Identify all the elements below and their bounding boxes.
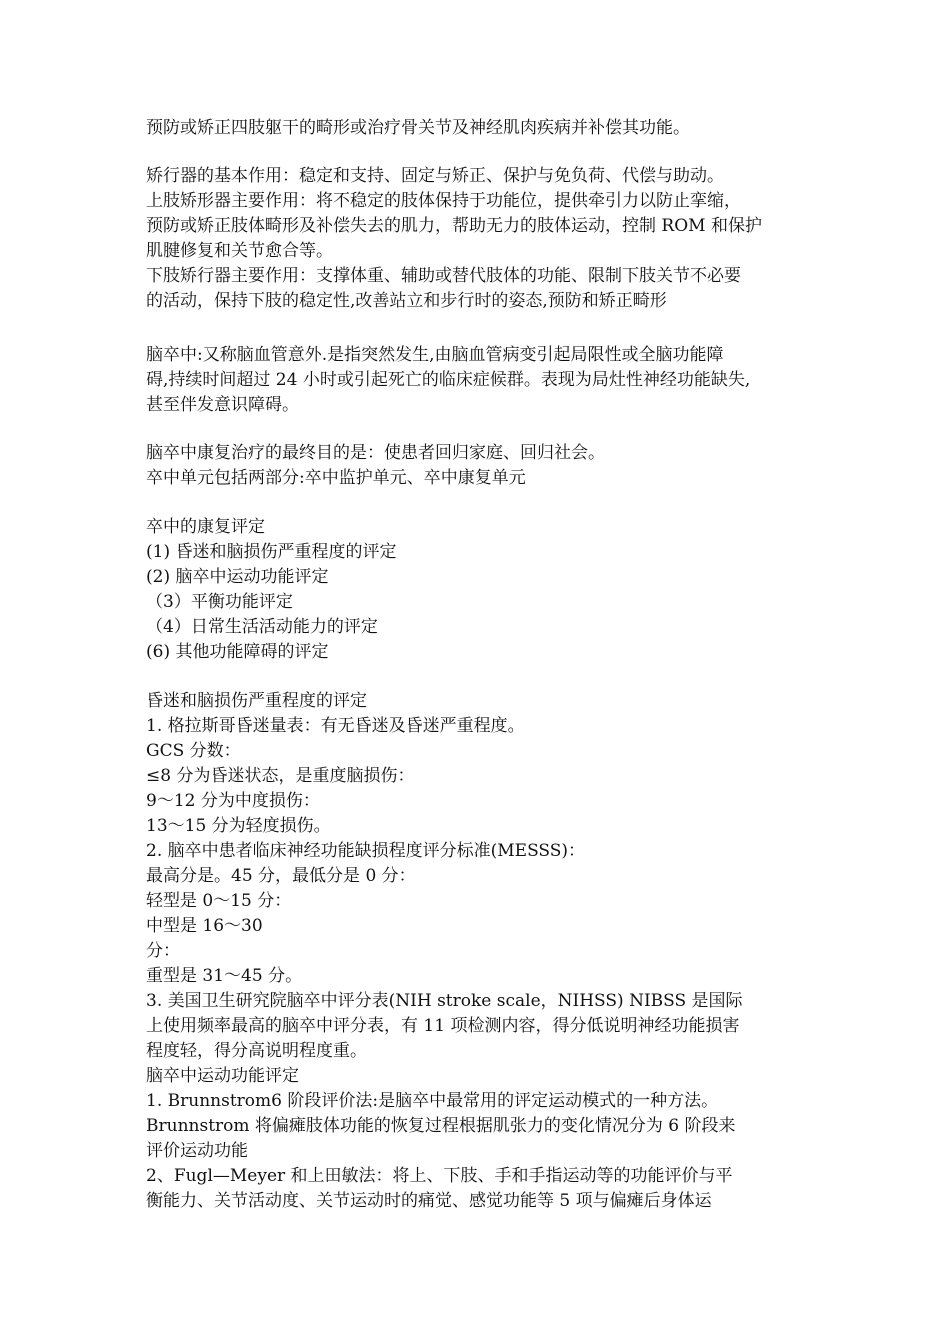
- text-line: Brunnstrom 将偏瘫肢体功能的恢复过程根据肌张力的变化情况分为 6 阶段来: [146, 1116, 736, 1136]
- section-heading: 脑卒中运动功能评定: [146, 1066, 299, 1086]
- section-heading: 昏迷和脑损伤严重程度的评定: [146, 691, 367, 711]
- text-line: 碍,持续时间超过 24 小时或引起死亡的临床症候群。表现为局灶性神经功能缺失,: [146, 370, 751, 390]
- text-line: 13～15 分为轻度损伤。: [146, 816, 331, 836]
- text-line: 预防或矫正肢体畸形及补偿失去的肌力，帮助无力的肢体运动，控制 ROM 和保护: [146, 216, 762, 236]
- text-line: 9～12 分为中度损伤：: [146, 791, 320, 811]
- text-line: 1. 格拉斯哥昏迷量表：有无昏迷及昏迷严重程度。: [146, 716, 525, 736]
- text-line: 上肢矫形器主要作用：将不稳定的肢体保持于功能位，提供牵引力以防止挛缩，: [146, 191, 741, 211]
- text-line: 程度轻，得分高说明程度重。: [146, 1041, 367, 1061]
- text-line: 2、Fugl—Meyer 和上田敏法：将上、下肢、手和手指运动等的功能评价与平: [146, 1166, 733, 1186]
- list-item: (2) 脑卒中运动功能评定: [146, 567, 329, 587]
- text-line: 轻型是 0～15 分：: [146, 891, 292, 911]
- text-line: 的活动，保持下肢的稳定性,改善站立和步行时的姿态,预防和矫正畸形: [146, 291, 667, 311]
- text-line: 2. 脑卒中患者临床神经功能缺损程度评分标准(MESSS)：: [146, 841, 586, 861]
- text-line: 衡能力、关节活动度、关节运动时的痛觉、感觉功能等 5 项与偏瘫后身体运: [146, 1191, 712, 1211]
- text-line: 最高分是。45 分，最低分是 0 分：: [146, 866, 416, 886]
- text-line: 分：: [146, 941, 180, 961]
- text-line: 甚至伴发意识障碍。: [146, 395, 299, 415]
- text-line: GCS 分数：: [146, 741, 241, 761]
- list-item: (1) 昏迷和脑损伤严重程度的评定: [146, 542, 397, 562]
- text-line: 评价运动功能: [146, 1141, 248, 1161]
- text-line: 1. Brunnstrom6 阶段评价法:是脑卒中最常用的评定运动模式的一种方法。: [146, 1091, 719, 1111]
- list-item: （4）日常生活活动能力的评定: [146, 617, 378, 637]
- text-line: 脑卒中:又称脑血管意外.是指突然发生,由脑血管病变引起局限性或全脑功能障: [146, 345, 724, 365]
- text-line: 中型是 16～30: [146, 916, 263, 936]
- text-line: 下肢矫行器主要作用：支撑体重、辅助或替代肢体的功能、限制下肢关节不必要: [146, 266, 741, 286]
- text-line: 脑卒中康复治疗的最终目的是：使患者回归家庭、回归社会。: [146, 443, 605, 463]
- text-line: 重型是 31～45 分。: [146, 966, 303, 986]
- section-heading: 卒中的康复评定: [146, 517, 265, 537]
- text-line: 卒中单元包括两部分:卒中监护单元、卒中康复单元: [146, 468, 526, 488]
- list-item: （3）平衡功能评定: [146, 592, 293, 612]
- text-line: ≤8 分为昏迷状态，是重度脑损伤：: [146, 766, 415, 786]
- text-line: 3. 美国卫生研究院脑卒中评分表(NIH stroke scale，NIHSS) NIBSS 是国际: [146, 991, 743, 1011]
- text-line: 上使用频率最高的脑卒中评分表，有 11 项检测内容，得分低说明神经功能损害: [146, 1016, 740, 1036]
- text-line: 预防或矫正四肢躯干的畸形或治疗骨关节及神经肌肉疾病并补偿其功能。: [146, 118, 690, 138]
- text-line: 肌腱修复和关节愈合等。: [146, 241, 333, 261]
- list-item: (6) 其他功能障碍的评定: [146, 642, 329, 662]
- text-line: 矫行器的基本作用：稳定和支持、固定与矫正、保护与免负荷、代偿与助动。: [146, 166, 724, 186]
